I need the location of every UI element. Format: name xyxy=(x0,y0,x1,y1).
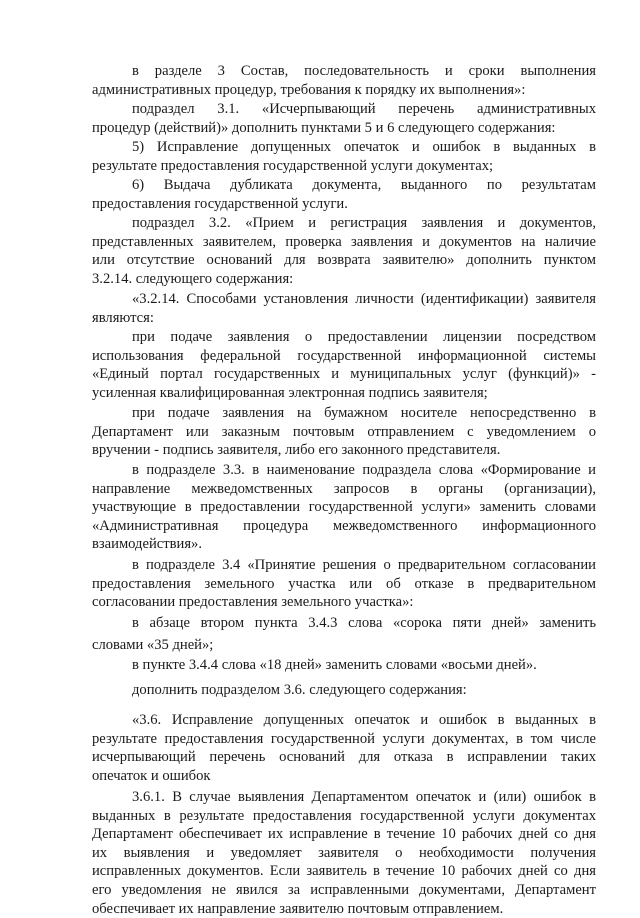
text-line: «Административная процедура межведомственного информационного xyxy=(92,517,596,534)
paragraph-add-3-6 xyxy=(92,681,596,700)
text-line: результате предоставления государственной услуги документах, в том числе xyxy=(92,730,596,747)
text-line: участвующие в предоставлении государственной услуги» заменить словами xyxy=(92,499,596,516)
text-line: в разделе 3 Состав, последовательность и сроки выполнения xyxy=(132,63,596,79)
text-line: при подаче заявления о предоставлении лицензии посредством xyxy=(132,329,596,345)
text-line: исчерпывающий перечень оснований для отказа в исправлении таких xyxy=(92,749,596,766)
text-line: вручении - подпись заявителя, либо его законного представителя. xyxy=(92,442,501,459)
paragraph-item-5 xyxy=(92,138,596,175)
text-line: обеспечивает их направление заявителю почтовым отправлением. xyxy=(92,900,504,917)
text-line: предоставления земельного участка или об отказе в предварительном xyxy=(92,575,596,592)
text-line: «3.2.14. Способами установления личности (идентификации) заявителя xyxy=(132,291,596,307)
text-line: процедур (действий)» дополнить пунктами 5 и 6 следующего содержания: xyxy=(92,119,556,136)
text-line: или отсутствие оснований для возврата заявителю» дополнить пунктом xyxy=(92,252,596,269)
paragraph-section-3 xyxy=(92,62,596,99)
text-line: являются: xyxy=(92,309,154,326)
paragraph-item-6 xyxy=(92,176,596,213)
paragraph-paper-submission xyxy=(92,404,596,460)
text-line: согласовании предоставления земельного участка»: xyxy=(92,594,414,611)
text-line: направление межведомственных запросов в органы (организации), xyxy=(92,480,596,497)
paragraph-3-4-3 xyxy=(92,614,596,654)
paragraph-subsection-3-4 xyxy=(92,556,596,612)
text-line: дополнить подразделом 3.6. следующего содержания: xyxy=(132,682,467,698)
text-line: в абзаце втором пункта 3.4.3 слова «сорока пяти дней» заменить xyxy=(132,615,596,631)
text-line: в подразделе 3.3. в наименование подраздела слова «Формирование и xyxy=(132,462,596,478)
text-line: усиленная квалифицированная электронная подпись заявителя; xyxy=(92,384,488,401)
text-line: словами «35 дней»; xyxy=(92,636,214,653)
text-line: представленных заявителем, проверка заявления и документов на наличие xyxy=(92,233,596,250)
text-line: 3.6.1. В случае выявления Департаментом опечаток и (или) ошибок в xyxy=(132,789,596,805)
paragraph-subsection-3-3 xyxy=(92,461,596,554)
text-line: опечаток и ошибок xyxy=(92,767,211,784)
text-line: Департамент обеспечивает их исправление в течение 10 рабочих дней со дня xyxy=(92,826,596,843)
text-line: в пункте 3.4.4 слова «18 дней» заменить словами «восьми дней». xyxy=(132,657,537,673)
text-line: 3.2.14. следующего содержания: xyxy=(92,270,294,287)
text-line: в подразделе 3.4 «Принятие решения о предварительном согласовании xyxy=(132,557,596,573)
paragraph-3-6-title xyxy=(92,711,596,785)
paragraph-3-4-4 xyxy=(92,656,596,675)
text-line: 5) Исправление допущенных опечаток и ошибок в выданных в xyxy=(132,139,596,155)
text-line: «3.6. Исправление допущенных опечаток и ошибок в выданных в xyxy=(132,712,596,728)
paragraph-subsection-3-1 xyxy=(92,100,596,137)
paragraph-subsection-3-2 xyxy=(92,214,596,288)
text-line: «Единый портал государственных и муниципальных услуг (функций)» - xyxy=(92,366,596,383)
text-line: его уведомления не явился за исправленными документами, Департамент xyxy=(92,881,596,898)
text-line: 6) Выдача дубликата документа, выданного по результатам xyxy=(132,177,596,193)
text-line: при подаче заявления на бумажном носителе непосредственно в xyxy=(132,405,596,421)
paragraph-electronic-submission xyxy=(92,328,596,402)
text-line: подраздел 3.2. «Прием и регистрация заявления и документов, xyxy=(132,215,596,231)
text-line: подраздел 3.1. «Исчерпывающий перечень административных xyxy=(132,101,596,117)
paragraph-3-6-1 xyxy=(92,788,596,918)
text-line: исправленных документов. Если заявитель в течение 10 рабочих дней со дня xyxy=(92,863,596,880)
text-line: административных процедур, требования к порядку их выполнения»: xyxy=(92,81,526,98)
text-line: использования федеральной государственной информационной системы xyxy=(92,347,596,364)
text-line: взаимодействия». xyxy=(92,536,202,553)
paragraph-3-2-14 xyxy=(92,290,596,327)
text-line: предоставления государственной услуги. xyxy=(92,195,348,212)
text-line: выданных в результате предоставления государственной услуги документах xyxy=(92,807,596,824)
text-line: Департамент или заказным почтовым отправлением с уведомлением о xyxy=(92,423,596,440)
text-line: их выявления и уведомляет заявителя о необходимости получения xyxy=(92,844,596,861)
text-line: результате предоставления государственной услуги документах; xyxy=(92,157,494,174)
